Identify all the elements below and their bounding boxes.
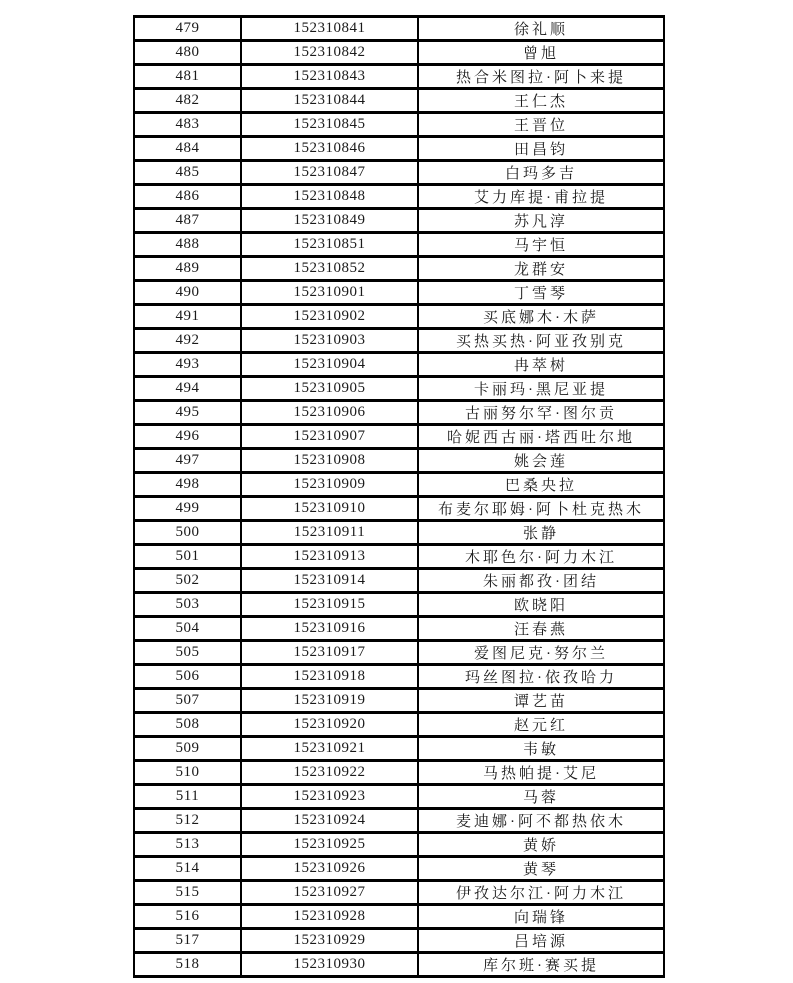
student-name-cell: 马蓉 xyxy=(418,785,664,809)
student-id-cell: 152310904 xyxy=(241,353,418,377)
student-id-cell: 152310928 xyxy=(241,905,418,929)
table-row xyxy=(134,521,664,545)
roster-table-body xyxy=(134,17,664,977)
student-id-cell: 152310925 xyxy=(241,833,418,857)
row-number-cell: 483 xyxy=(134,113,241,137)
student-name-cell: 木耶色尔·阿力木江 xyxy=(418,545,664,569)
student-name-cell: 韦敏 xyxy=(418,737,664,761)
row-number-cell: 510 xyxy=(134,761,241,785)
student-id-cell: 152310914 xyxy=(241,569,418,593)
row-number-cell: 507 xyxy=(134,689,241,713)
student-name-cell: 徐礼顺 xyxy=(418,17,664,41)
student-id-cell: 152310919 xyxy=(241,689,418,713)
student-id-cell: 152310907 xyxy=(241,425,418,449)
student-name-cell: 巴桑央拉 xyxy=(418,473,664,497)
row-number-cell: 498 xyxy=(134,473,241,497)
student-id-cell: 152310906 xyxy=(241,401,418,425)
row-number-cell: 480 xyxy=(134,41,241,65)
student-name-cell: 张静 xyxy=(418,521,664,545)
student-id-cell: 152310929 xyxy=(241,929,418,953)
student-name-cell: 爱图尼克·努尔兰 xyxy=(418,641,664,665)
student-name-cell: 买底娜木·木萨 xyxy=(418,305,664,329)
student-name-cell: 马宇恒 xyxy=(418,233,664,257)
student-name-cell: 黄琴 xyxy=(418,857,664,881)
student-name-cell: 热合米图拉·阿卜来提 xyxy=(418,65,664,89)
row-number-cell: 509 xyxy=(134,737,241,761)
student-id-cell: 152310908 xyxy=(241,449,418,473)
student-id-cell: 152310920 xyxy=(241,713,418,737)
student-name-cell: 古丽努尔罕·图尔贡 xyxy=(418,401,664,425)
table-row xyxy=(134,545,664,569)
student-id-cell: 152310922 xyxy=(241,761,418,785)
row-number-cell: 486 xyxy=(134,185,241,209)
student-id-cell: 152310844 xyxy=(241,89,418,113)
table-row xyxy=(134,953,664,977)
student-id-cell: 152310841 xyxy=(241,17,418,41)
student-id-cell: 152310848 xyxy=(241,185,418,209)
student-id-cell: 152310927 xyxy=(241,881,418,905)
student-name-cell: 买热买热·阿亚孜别克 xyxy=(418,329,664,353)
table-row xyxy=(134,785,664,809)
student-id-cell: 152310852 xyxy=(241,257,418,281)
table-row xyxy=(134,569,664,593)
table-row xyxy=(134,257,664,281)
row-number-cell: 502 xyxy=(134,569,241,593)
student-name-cell: 王仁杰 xyxy=(418,89,664,113)
row-number-cell: 505 xyxy=(134,641,241,665)
table-row xyxy=(134,713,664,737)
row-number-cell: 514 xyxy=(134,857,241,881)
student-id-cell: 152310851 xyxy=(241,233,418,257)
row-number-cell: 500 xyxy=(134,521,241,545)
table-row xyxy=(134,65,664,89)
table-row xyxy=(134,929,664,953)
table-row xyxy=(134,233,664,257)
row-number-cell: 485 xyxy=(134,161,241,185)
row-number-cell: 503 xyxy=(134,593,241,617)
row-number-cell: 508 xyxy=(134,713,241,737)
student-name-cell: 龙群安 xyxy=(418,257,664,281)
student-id-cell: 152310916 xyxy=(241,617,418,641)
student-id-cell: 152310923 xyxy=(241,785,418,809)
row-number-cell: 499 xyxy=(134,497,241,521)
student-id-cell: 152310930 xyxy=(241,953,418,977)
student-id-cell: 152310903 xyxy=(241,329,418,353)
table-row xyxy=(134,41,664,65)
student-name-cell: 赵元红 xyxy=(418,713,664,737)
table-row xyxy=(134,857,664,881)
table-row xyxy=(134,185,664,209)
student-name-cell: 苏凡淳 xyxy=(418,209,664,233)
row-number-cell: 492 xyxy=(134,329,241,353)
row-number-cell: 487 xyxy=(134,209,241,233)
table-row xyxy=(134,833,664,857)
student-id-cell: 152310845 xyxy=(241,113,418,137)
student-name-cell: 王晋位 xyxy=(418,113,664,137)
row-number-cell: 517 xyxy=(134,929,241,953)
student-id-cell: 152310921 xyxy=(241,737,418,761)
student-name-cell: 谭艺苗 xyxy=(418,689,664,713)
table-row xyxy=(134,329,664,353)
student-id-cell: 152310909 xyxy=(241,473,418,497)
row-number-cell: 497 xyxy=(134,449,241,473)
table-row xyxy=(134,905,664,929)
student-name-cell: 朱丽都孜·团结 xyxy=(418,569,664,593)
student-id-cell: 152310924 xyxy=(241,809,418,833)
table-row xyxy=(134,689,664,713)
table-row xyxy=(134,161,664,185)
row-number-cell: 484 xyxy=(134,137,241,161)
row-number-cell: 506 xyxy=(134,665,241,689)
row-number-cell: 479 xyxy=(134,17,241,41)
row-number-cell: 501 xyxy=(134,545,241,569)
row-number-cell: 495 xyxy=(134,401,241,425)
student-id-cell: 152310915 xyxy=(241,593,418,617)
student-name-cell: 库尔班·赛买提 xyxy=(418,953,664,977)
row-number-cell: 504 xyxy=(134,617,241,641)
row-number-cell: 493 xyxy=(134,353,241,377)
row-number-cell: 488 xyxy=(134,233,241,257)
table-row xyxy=(134,209,664,233)
table-row xyxy=(134,401,664,425)
student-id-cell: 152310847 xyxy=(241,161,418,185)
student-name-cell: 艾力库提·甫拉提 xyxy=(418,185,664,209)
row-number-cell: 513 xyxy=(134,833,241,857)
student-name-cell: 玛丝图拉·依孜哈力 xyxy=(418,665,664,689)
row-number-cell: 481 xyxy=(134,65,241,89)
table-row xyxy=(134,113,664,137)
student-name-cell: 白玛多吉 xyxy=(418,161,664,185)
table-row xyxy=(134,737,664,761)
student-id-cell: 152310902 xyxy=(241,305,418,329)
student-name-cell: 麦迪娜·阿不都热依木 xyxy=(418,809,664,833)
student-name-cell: 伊孜达尔江·阿力木江 xyxy=(418,881,664,905)
table-row xyxy=(134,17,664,41)
student-id-cell: 152310849 xyxy=(241,209,418,233)
student-name-cell: 姚会莲 xyxy=(418,449,664,473)
roster-table xyxy=(133,15,665,978)
row-number-cell: 491 xyxy=(134,305,241,329)
table-row xyxy=(134,641,664,665)
table-row xyxy=(134,425,664,449)
student-id-cell: 152310843 xyxy=(241,65,418,89)
row-number-cell: 515 xyxy=(134,881,241,905)
table-row xyxy=(134,809,664,833)
student-id-cell: 152310901 xyxy=(241,281,418,305)
student-name-cell: 马热帕提·艾尼 xyxy=(418,761,664,785)
student-id-cell: 152310918 xyxy=(241,665,418,689)
student-name-cell: 卡丽玛·黑尼亚提 xyxy=(418,377,664,401)
student-id-cell: 152310846 xyxy=(241,137,418,161)
table-row xyxy=(134,377,664,401)
table-row xyxy=(134,617,664,641)
student-name-cell: 冉萃树 xyxy=(418,353,664,377)
student-id-cell: 152310913 xyxy=(241,545,418,569)
row-number-cell: 518 xyxy=(134,953,241,977)
row-number-cell: 482 xyxy=(134,89,241,113)
student-name-cell: 吕培源 xyxy=(418,929,664,953)
table-row xyxy=(134,305,664,329)
table-row xyxy=(134,881,664,905)
student-name-cell: 曾旭 xyxy=(418,41,664,65)
row-number-cell: 511 xyxy=(134,785,241,809)
table-row xyxy=(134,665,664,689)
student-id-cell: 152310917 xyxy=(241,641,418,665)
student-id-cell: 152310842 xyxy=(241,41,418,65)
table-row xyxy=(134,281,664,305)
student-id-cell: 152310905 xyxy=(241,377,418,401)
table-row xyxy=(134,761,664,785)
student-name-cell: 欧晓阳 xyxy=(418,593,664,617)
table-row xyxy=(134,473,664,497)
row-number-cell: 512 xyxy=(134,809,241,833)
student-name-cell: 向瑞锋 xyxy=(418,905,664,929)
table-row xyxy=(134,593,664,617)
row-number-cell: 496 xyxy=(134,425,241,449)
row-number-cell: 494 xyxy=(134,377,241,401)
row-number-cell: 516 xyxy=(134,905,241,929)
student-name-cell: 哈妮西古丽·塔西吐尔地 xyxy=(418,425,664,449)
table-row xyxy=(134,497,664,521)
row-number-cell: 490 xyxy=(134,281,241,305)
student-name-cell: 布麦尔耶姆·阿卜杜克热木 xyxy=(418,497,664,521)
student-id-cell: 152310911 xyxy=(241,521,418,545)
table-row xyxy=(134,353,664,377)
student-name-cell: 丁雪琴 xyxy=(418,281,664,305)
student-id-cell: 152310926 xyxy=(241,857,418,881)
student-name-cell: 田昌钧 xyxy=(418,137,664,161)
student-name-cell: 黄娇 xyxy=(418,833,664,857)
student-name-cell: 汪春燕 xyxy=(418,617,664,641)
table-row xyxy=(134,137,664,161)
student-id-cell: 152310910 xyxy=(241,497,418,521)
row-number-cell: 489 xyxy=(134,257,241,281)
table-row xyxy=(134,89,664,113)
table-row xyxy=(134,449,664,473)
